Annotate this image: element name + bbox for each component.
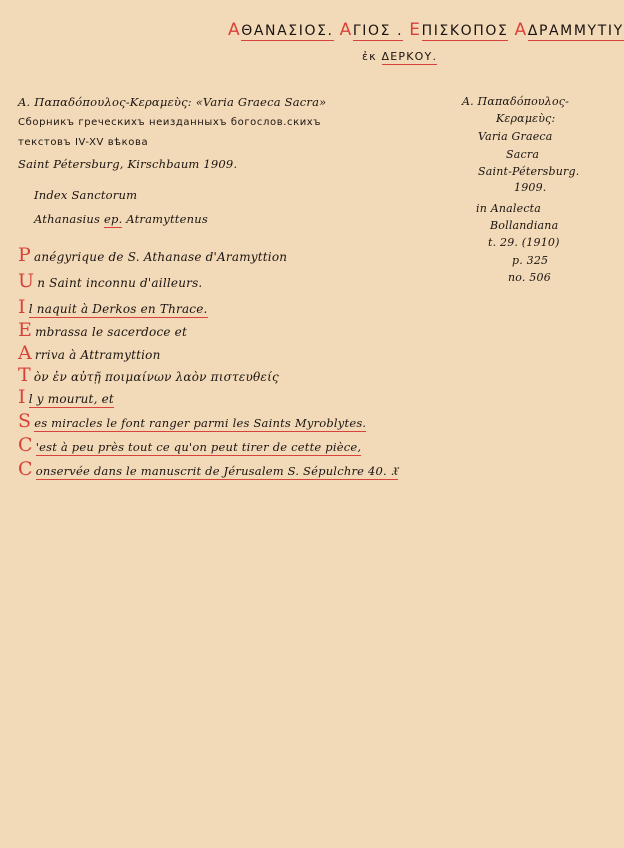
acrostic-text: es miracles le font ranger parmi les Saints Myroblytes. (34, 416, 367, 430)
reference-line: Α. Παπαδόπουλος-Κεραμεὺς: «Varia Graeca Sacra» (18, 95, 327, 109)
acrostic-text: rriva à Attramyttion (34, 348, 161, 362)
subtitle-text: ΔΕΡΚΟΥ. (381, 50, 438, 63)
reference-right-line: no. 506 (508, 271, 551, 284)
acrostic-line (18, 342, 161, 364)
acrostic-line (18, 319, 187, 341)
acrostic-text: n Saint inconnu d'ailleurs. (37, 276, 203, 290)
acrostic-letter: I (18, 386, 26, 408)
reference-right-line: Κεραμεὺς: (496, 112, 556, 125)
reference-right-line: 1909. (514, 181, 547, 194)
reference-line: текстовъ IV-XV вѣкова (18, 137, 149, 148)
acrostic-letter: I (18, 296, 26, 318)
acrostic-line (18, 244, 287, 266)
title-part: ΘΑΝΑΣΙΟΣ. (241, 23, 334, 39)
acrostic-text: ὸν ἐν αὐτῇ ποιμαίνων λαὸν πιστευθείς (33, 370, 279, 384)
reference-right-line: in Analecta (476, 202, 542, 215)
reference-right-line: p. 325 (512, 254, 549, 267)
title-initial: Ε (409, 20, 422, 40)
acrostic-letter: S (18, 410, 32, 432)
acrostic-line (18, 458, 398, 480)
acrostic-text: l naquit à Derkos en Thrace. (28, 302, 208, 316)
acrostic-text: onservée dans le manuscrit de Jérusalem S. Sépulchre 40. 𝔛 (35, 464, 398, 478)
acrostic-text: 'est à peu près tout ce qu'on peut tirer de cette pièce, (35, 440, 362, 454)
acrostic-line (18, 270, 202, 292)
subtitle-prefix: ἐκ (362, 50, 377, 63)
acrostic-text: l y mourut, et (28, 392, 114, 406)
index-title: Index Sanctorum (34, 188, 138, 202)
index-name: Athanasius (34, 212, 101, 226)
acrostic-letter: U (18, 270, 35, 292)
reference-line: Сборникъ греческихъ неизданныхъ богослов.скихъ (18, 117, 321, 128)
acrostic-text: mbrassa le sacerdoce et (35, 325, 188, 339)
page-title (228, 20, 624, 40)
title-part: ΔΡΑΜΜΥΤΙΥ (527, 23, 624, 39)
title-initial: Α (339, 20, 353, 40)
acrostic-letter: A (18, 342, 32, 364)
reference-right-line: Sacra (506, 148, 540, 161)
acrostic-line (18, 434, 361, 456)
acrostic-letter: C (18, 458, 33, 480)
acrostic-letter: C (18, 434, 33, 456)
reference-right-line: Varia Graeca (478, 130, 553, 143)
reference-right-line: Saint-Pétersburg. (478, 165, 580, 178)
reference-line: Saint Pétersburg, Kirschbaum 1909. (18, 157, 238, 171)
index-entry (34, 212, 208, 226)
acrostic-line (18, 386, 114, 408)
title-part: ΓΙΟΣ . (352, 23, 404, 39)
reference-right-line: t. 29. (1910) (488, 236, 560, 249)
title-initial: Α (228, 20, 242, 40)
page-subtitle (362, 50, 437, 63)
acrostic-letter: P (18, 244, 31, 266)
acrostic-text: anégyrique de S. Athanase d'Aramyttion (33, 250, 288, 264)
acrostic-letter: T (18, 364, 31, 386)
reference-right-line: Bollandiana (490, 219, 559, 232)
acrostic-line (18, 410, 366, 432)
title-part: ΠΙΣΚΟΠΟΣ (421, 23, 509, 39)
reference-right-line: Α. Παπαδόπουλος- (462, 95, 570, 108)
index-see: Atramyttenus (126, 212, 208, 226)
acrostic-line (18, 296, 208, 318)
title-initial: Α (514, 20, 528, 40)
acrostic-line (18, 364, 279, 386)
acrostic-letter: E (18, 319, 33, 341)
index-title-abbrev: ep. (104, 212, 123, 226)
